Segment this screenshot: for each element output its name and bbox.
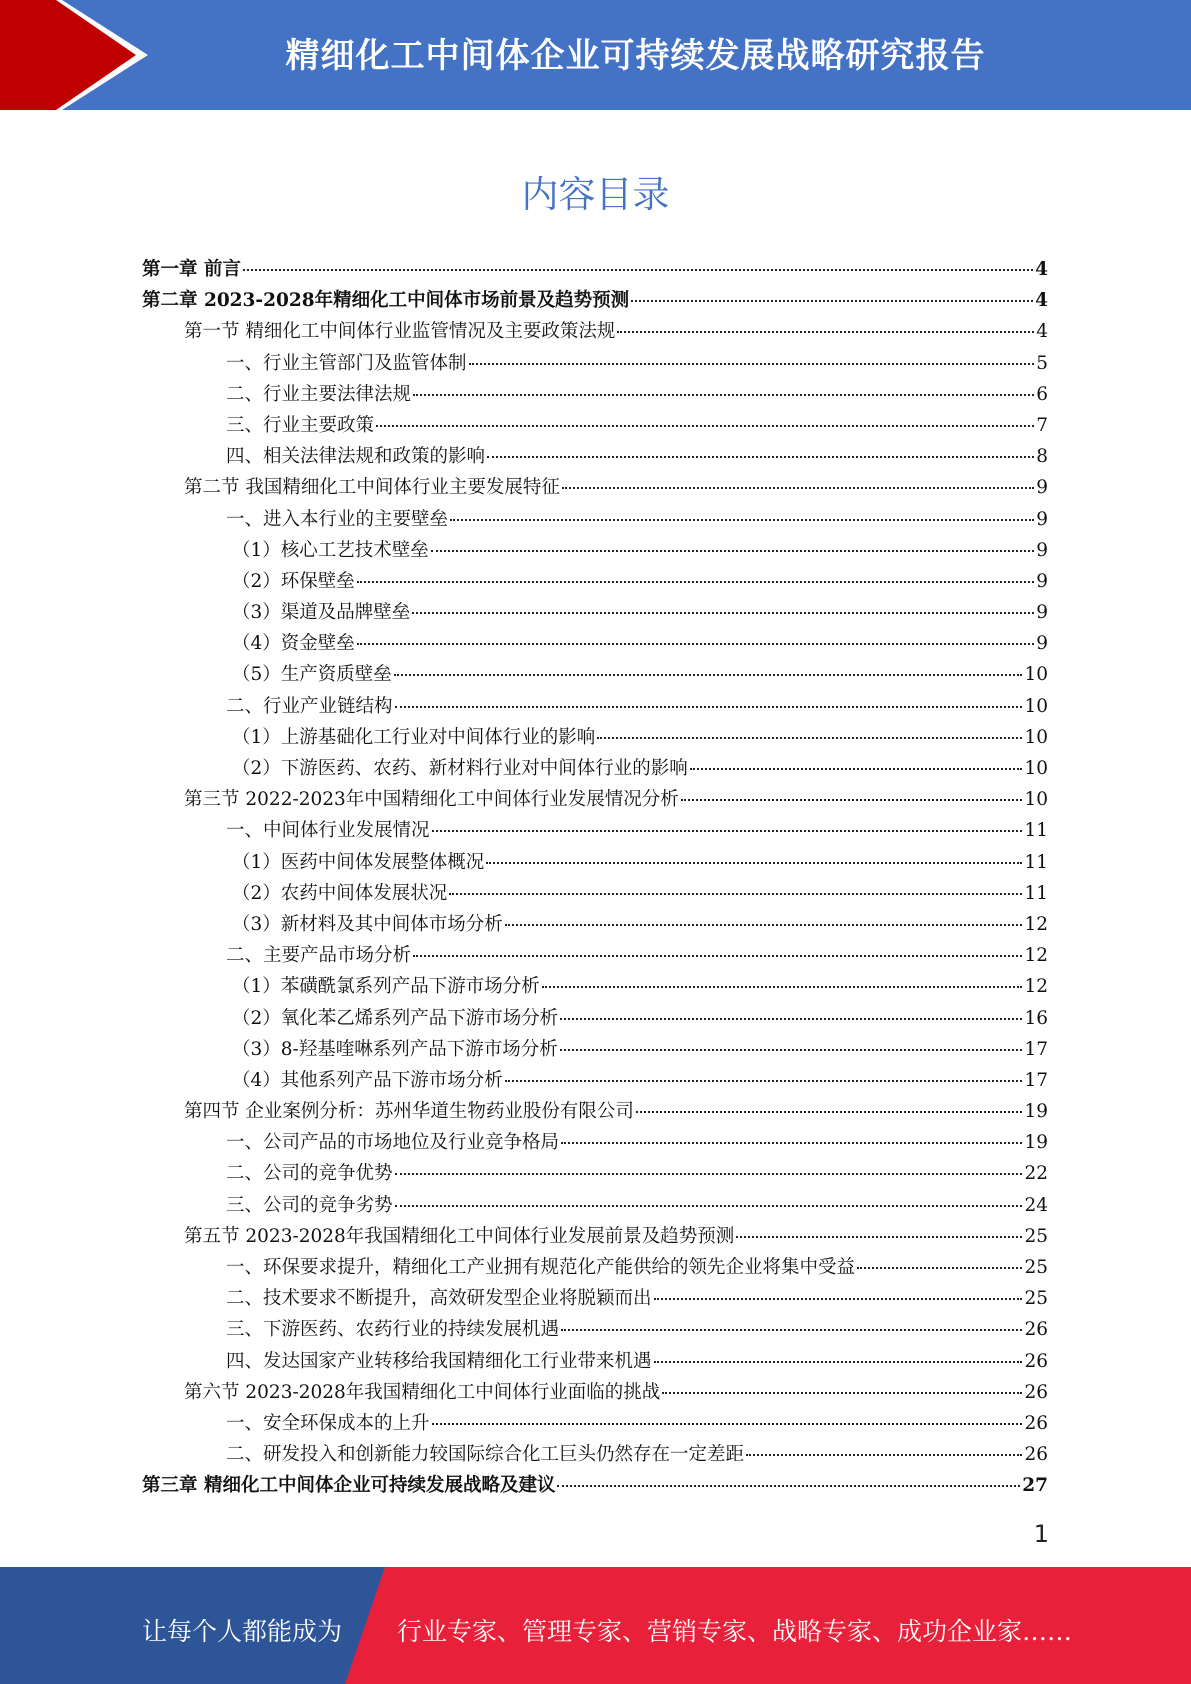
toc-entry-label: 三、公司的竞争劣势 <box>226 1194 393 1216</box>
toc-entry-label: 一、环保要求提升，精细化工产业拥有规范化产能供给的领先企业将集中受益 <box>226 1257 856 1278</box>
header-title: 精细化工中间体企业可持续发展战略研究报告 <box>285 36 986 76</box>
toc-dot-leader <box>449 893 1022 895</box>
toc-entry-page: 25 <box>1024 1257 1048 1278</box>
toc-dot-leader <box>636 1111 1023 1113</box>
toc-entry-page: 8 <box>1036 446 1048 468</box>
toc-entry[interactable] <box>142 1252 1048 1283</box>
toc-entry-page: 12 <box>1024 976 1048 998</box>
toc-entry[interactable] <box>142 472 1048 503</box>
toc-entry-label: 四、发达国家产业转移给我国精细化工行业带来机遇 <box>226 1350 652 1372</box>
toc-entry-page: 17 <box>1024 1038 1048 1060</box>
toc-entry-label: （2）环保壁垒 <box>232 570 355 592</box>
toc-entry-page: 9 <box>1036 602 1048 624</box>
toc-dot-leader <box>561 1329 1022 1331</box>
toc-entry[interactable] <box>142 348 1048 379</box>
toc-entry[interactable] <box>142 379 1048 410</box>
toc-entry-label: 第五节 2023-2028年我国精细化工中间体行业发展前景及趋势预测 <box>184 1225 735 1247</box>
toc-entry-label: （1）核心工艺技术壁垒 <box>232 539 429 561</box>
toc-entry[interactable] <box>142 1439 1048 1470</box>
toc-entry-page: 4 <box>1035 259 1048 280</box>
toc-entry-label: （4）资金壁垒 <box>232 633 355 655</box>
toc-title: 内容目录 <box>521 173 670 216</box>
toc-entry-label: 二、研发投入和创新能力较国际综合化工巨头仍然存在一定差距 <box>226 1444 745 1466</box>
toc-dot-leader <box>617 331 1034 333</box>
toc-entry-page: 4 <box>1035 290 1048 312</box>
toc-dot-leader <box>505 924 1023 926</box>
toc-entry-label: 二、行业产业链结构 <box>226 695 393 717</box>
toc-entry[interactable] <box>142 940 1048 971</box>
toc-dot-leader <box>357 581 1034 583</box>
toc-entry[interactable] <box>142 878 1048 909</box>
toc-entry[interactable] <box>142 1283 1048 1314</box>
toc-dot-leader <box>857 1267 1022 1269</box>
toc-entry-page: 19 <box>1024 1101 1048 1123</box>
toc-entry[interactable] <box>142 316 1048 347</box>
toc-entry[interactable] <box>142 909 1048 940</box>
toc-entry-page: 4 <box>1036 321 1048 343</box>
toc-dot-leader <box>560 1049 1023 1051</box>
toc-entry-page: 10 <box>1024 726 1048 748</box>
toc-entry-label: 第三节 2022-2023年中国精细化工中间体行业发展情况分析 <box>184 789 679 811</box>
toc-entry-page: 22 <box>1024 1163 1048 1185</box>
toc-entry-label: （5）生产资质壁垒 <box>232 664 392 686</box>
toc-entry-label: 第二章 2023-2028年精细化工中间体市场前景及趋势预测 <box>142 290 630 312</box>
toc-entry-page: 9 <box>1036 570 1048 592</box>
toc-entry-label: 二、技术要求不断提升，高效研发型企业将脱颖而出 <box>226 1288 652 1310</box>
toc-entry[interactable] <box>142 254 1048 285</box>
toc-entry[interactable] <box>142 1221 1048 1252</box>
toc-dot-leader <box>395 1205 1023 1207</box>
toc-entry-page: 11 <box>1024 882 1048 904</box>
toc-entry[interactable] <box>142 597 1048 628</box>
toc-entry-page: 12 <box>1024 945 1048 967</box>
footer-slogan-right: 行业专家、管理专家、营销专家、战略专家、成功企业家…… <box>397 1617 1073 1646</box>
toc-entry-page: 12 <box>1024 913 1048 935</box>
toc-entry-label: （2）农药中间体发展状况 <box>232 882 448 904</box>
toc-entry[interactable] <box>142 1096 1048 1127</box>
toc-entry-page: 25 <box>1024 1288 1048 1310</box>
toc-entry-label: 第一章 前言 <box>142 259 241 280</box>
toc-dot-leader <box>395 1173 1023 1175</box>
toc-entry-page: 16 <box>1024 1007 1048 1029</box>
toc-entry[interactable] <box>142 566 1048 597</box>
toc-entry[interactable] <box>142 1346 1048 1377</box>
toc-dot-leader <box>662 1392 1022 1394</box>
toc-entry-page: 7 <box>1036 414 1048 436</box>
toc-entry-page: 25 <box>1024 1225 1048 1247</box>
toc-entry[interactable] <box>142 659 1048 690</box>
toc-entry[interactable] <box>142 1408 1048 1439</box>
toc-entry-label: 二、公司的竞争优势 <box>226 1163 393 1185</box>
toc-entry-label: （1）上游基础化工行业对中间体行业的影响 <box>232 726 596 748</box>
toc-entry[interactable] <box>142 504 1048 535</box>
toc-entry-label: 第三章 精细化工中间体企业可持续发展战略及建议 <box>142 1475 556 1497</box>
toc-dot-leader <box>412 612 1034 614</box>
toc-entry[interactable] <box>142 1314 1048 1345</box>
toc-entry-page: 9 <box>1036 508 1048 530</box>
toc-entry-label: （2）氧化苯乙烯系列产品下游市场分析 <box>232 1007 559 1029</box>
toc-entry-page: 11 <box>1024 851 1048 873</box>
toc-dot-leader <box>505 1080 1023 1082</box>
toc-dot-leader <box>690 768 1023 770</box>
page-footer <box>0 1567 1191 1684</box>
toc-dot-leader <box>450 519 1034 521</box>
toc-entry-label: （2）下游医药、农药、新材料行业对中间体行业的影响 <box>232 758 688 779</box>
table-of-contents <box>142 254 1048 1502</box>
toc-dot-leader <box>560 1018 1022 1020</box>
toc-dot-leader <box>654 1361 1023 1363</box>
toc-entry-label: （4）其他系列产品下游市场分析 <box>232 1069 503 1091</box>
toc-entry-page: 10 <box>1024 664 1048 686</box>
toc-entry[interactable] <box>142 784 1048 815</box>
toc-entry[interactable] <box>142 847 1048 878</box>
toc-entry-label: 第一节 精细化工中间体行业监管情况及主要政策法规 <box>184 321 616 343</box>
toc-entry[interactable] <box>142 1127 1048 1158</box>
toc-entry[interactable] <box>142 535 1048 566</box>
toc-entry-page: 24 <box>1024 1194 1048 1216</box>
toc-entry-label: 一、安全环保成本的上升 <box>226 1412 430 1434</box>
toc-entry[interactable] <box>142 410 1048 441</box>
toc-dot-leader <box>746 1454 1022 1456</box>
toc-entry-page: 9 <box>1036 633 1048 655</box>
toc-entry-page: 17 <box>1024 1069 1048 1091</box>
toc-entry-label: 一、中间体行业发展情况 <box>226 820 430 842</box>
toc-entry[interactable] <box>142 815 1048 846</box>
toc-dot-leader <box>486 862 1022 864</box>
toc-entry[interactable] <box>142 1377 1048 1408</box>
toc-entry-label: 一、进入本行业的主要壁垒 <box>226 508 449 530</box>
page-number: 1 <box>1033 1520 1049 1548</box>
toc-entry-label: 一、行业主管部门及监管体制 <box>226 352 467 374</box>
toc-entry-label: 第二节 我国精细化工中间体行业主要发展特征 <box>184 477 560 499</box>
footer-slogan-left: 让每个人都能成为 <box>142 1617 343 1646</box>
toc-entry[interactable] <box>142 441 1048 472</box>
toc-dot-leader <box>542 986 1023 988</box>
toc-entry-label: （3）8-羟基喹啉系列产品下游市场分析 <box>232 1038 558 1060</box>
toc-entry[interactable] <box>142 1034 1048 1065</box>
toc-entry-page: 19 <box>1024 1132 1048 1154</box>
toc-dot-leader <box>681 799 1023 801</box>
toc-entry-label: 一、公司产品的市场地位及行业竞争格局 <box>226 1132 560 1154</box>
toc-dot-leader <box>561 1142 1022 1144</box>
toc-entry-page: 27 <box>1022 1475 1048 1497</box>
toc-entry[interactable] <box>142 691 1048 722</box>
toc-entry[interactable] <box>142 753 1048 784</box>
toc-entry-label: 第四节 企业案例分析：苏州华道生物药业股份有限公司 <box>184 1101 634 1123</box>
toc-entry[interactable] <box>142 285 1048 316</box>
toc-dot-leader <box>431 550 1034 552</box>
toc-entry[interactable] <box>142 722 1048 753</box>
toc-entry-page: 26 <box>1024 1350 1048 1372</box>
toc-entry-page: 26 <box>1024 1381 1048 1403</box>
toc-entry-page: 26 <box>1024 1319 1048 1341</box>
toc-entry[interactable] <box>142 1470 1048 1501</box>
page-header <box>0 0 1191 110</box>
toc-entry-page: 5 <box>1036 352 1048 374</box>
toc-entry[interactable] <box>142 1190 1048 1221</box>
toc-entry-label: 二、行业主要法律法规 <box>226 383 412 405</box>
toc-dot-leader <box>469 363 1035 365</box>
toc-entry-label: （3）渠道及品牌壁垒 <box>232 602 411 624</box>
toc-entry[interactable] <box>142 1003 1048 1034</box>
toc-dot-leader <box>654 1298 1023 1300</box>
toc-dot-leader <box>376 425 1034 427</box>
toc-dot-leader <box>597 737 1022 739</box>
toc-entry-page: 26 <box>1024 1444 1048 1466</box>
toc-dot-leader <box>562 487 1034 489</box>
toc-entry-label: 第六节 2023-2028年我国精细化工中间体行业面临的挑战 <box>184 1381 661 1403</box>
toc-dot-leader <box>557 1485 1020 1487</box>
toc-dot-leader <box>394 674 1023 676</box>
toc-dot-leader <box>413 394 1034 396</box>
toc-dot-leader <box>432 1423 1023 1425</box>
toc-entry-label: （1）医药中间体发展整体概况 <box>232 851 485 873</box>
toc-entry-label: 四、相关法律法规和政策的影响 <box>226 446 486 468</box>
toc-dot-leader <box>487 456 1034 458</box>
toc-dot-leader <box>631 300 1033 302</box>
toc-entry-page: 9 <box>1036 477 1048 499</box>
toc-entry-page: 6 <box>1036 383 1048 405</box>
toc-dot-leader <box>736 1236 1022 1238</box>
toc-entry-page: 11 <box>1024 820 1048 842</box>
toc-entry-page: 10 <box>1024 758 1048 779</box>
header-chevron-icon <box>0 0 160 110</box>
toc-entry[interactable] <box>142 1158 1048 1189</box>
toc-entry-label: （3）新材料及其中间体市场分析 <box>232 913 503 935</box>
toc-dot-leader <box>432 830 1023 832</box>
toc-entry-page: 26 <box>1024 1412 1048 1434</box>
toc-dot-leader <box>357 643 1034 645</box>
toc-dot-leader <box>413 955 1022 957</box>
toc-entry[interactable] <box>142 971 1048 1002</box>
toc-entry-label: 三、行业主要政策 <box>226 414 375 436</box>
toc-entry-label: 二、主要产品市场分析 <box>226 945 412 967</box>
toc-dot-leader <box>395 706 1023 708</box>
toc-entry-label: 三、下游医药、农药行业的持续发展机遇 <box>226 1319 560 1341</box>
toc-entry-page: 10 <box>1024 695 1048 717</box>
toc-entry[interactable] <box>142 1065 1048 1096</box>
toc-entry[interactable] <box>142 628 1048 659</box>
toc-entry-page: 9 <box>1036 539 1048 561</box>
toc-dot-leader <box>243 269 1033 271</box>
toc-entry-page: 10 <box>1024 789 1048 811</box>
toc-entry-label: （1）苯磺酰氯系列产品下游市场分析 <box>232 976 540 998</box>
